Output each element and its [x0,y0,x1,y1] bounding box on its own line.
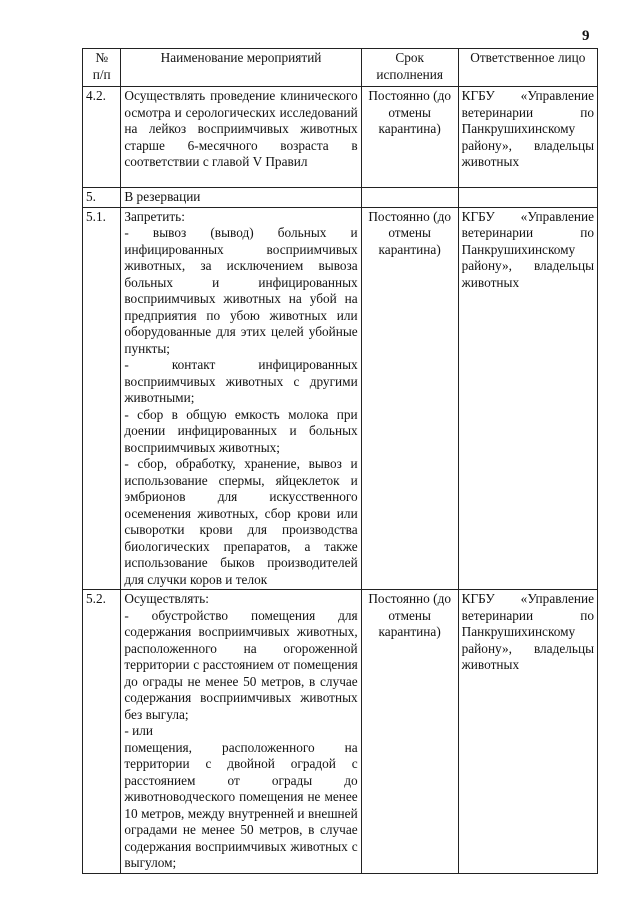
row-name: В резервации [121,188,361,208]
row-term: Постоянно (до отмены карантина) [361,207,458,590]
header-name: Наименование мероприятий [121,49,361,87]
row-name: Запретить: - вывоз (вывод) больных и инфицированных восприимчивых животных, за исключением вывоза больных и инфицированных восприимчивых животных на убой на предприятия по убою животных или оборудованные для этих целей убойные пункты; - контакт инфицированных восприимчивых животных с другими животными; - сбор в общую емкость молока при доении инфицированных и больных восприимчивых животных; - сбор, обработку, хранение, вывоз и использование спермы, яйцеклеток и эмбрионов для искусственного осеменения животных, сбор крови или сыворотки крови для производства биологических препаратов, а также использование быков производителей для случки коров и телок [121,207,361,590]
row-resp: КГБУ «Управление ветеринарии по Панкрушихинскому району», владельцы животных [458,87,597,188]
row-term [361,188,458,208]
row-term: Постоянно (до отмены карантина) [361,590,458,874]
row-resp [458,188,597,208]
row-resp: КГБУ «Управление ветеринарии по Панкрушихинскому району», владельцы животных [458,590,597,874]
row-num: 4.2. [83,87,121,188]
row-name: Осуществлять проведение клинического осмотра и серологических исследований на лейкоз восприимчивых животных старше 6-месячного возраста в соответствии с главой V Правил [121,87,361,188]
page-number: 9 [582,28,590,44]
table-row [83,590,598,874]
header-term: Срок исполнения [361,49,458,87]
row-num: 5. [83,188,121,208]
table-header-row [83,49,598,87]
table-row [83,87,598,188]
row-term: Постоянно (до отмены карантина) [361,87,458,188]
table-row [83,188,598,208]
header-num: № п/п [83,49,121,87]
table-row [83,207,598,590]
row-name: Осуществлять: - обустройство помещения для содержания восприимчивых животных, расположенного на огороженной территории с расстоянием от помещения до ограды не менее 50 метров, в случае содержания восприимчивых животных без выгула; - или помещения, расположенного на территории с двойной оградой с расстоянием от ограды до животноводческого помещения не менее 10 метров, между внутренней и внешней оградами не менее 50 метров, в случае содержания восприимчивых животных с выгулом; [121,590,361,874]
header-resp: Ответственное лицо [458,49,597,87]
row-num: 5.2. [83,590,121,874]
row-resp: КГБУ «Управление ветеринарии по Панкрушихинскому району», владельцы животных [458,207,597,590]
row-num: 5.1. [83,207,121,590]
measures-table [82,48,598,874]
